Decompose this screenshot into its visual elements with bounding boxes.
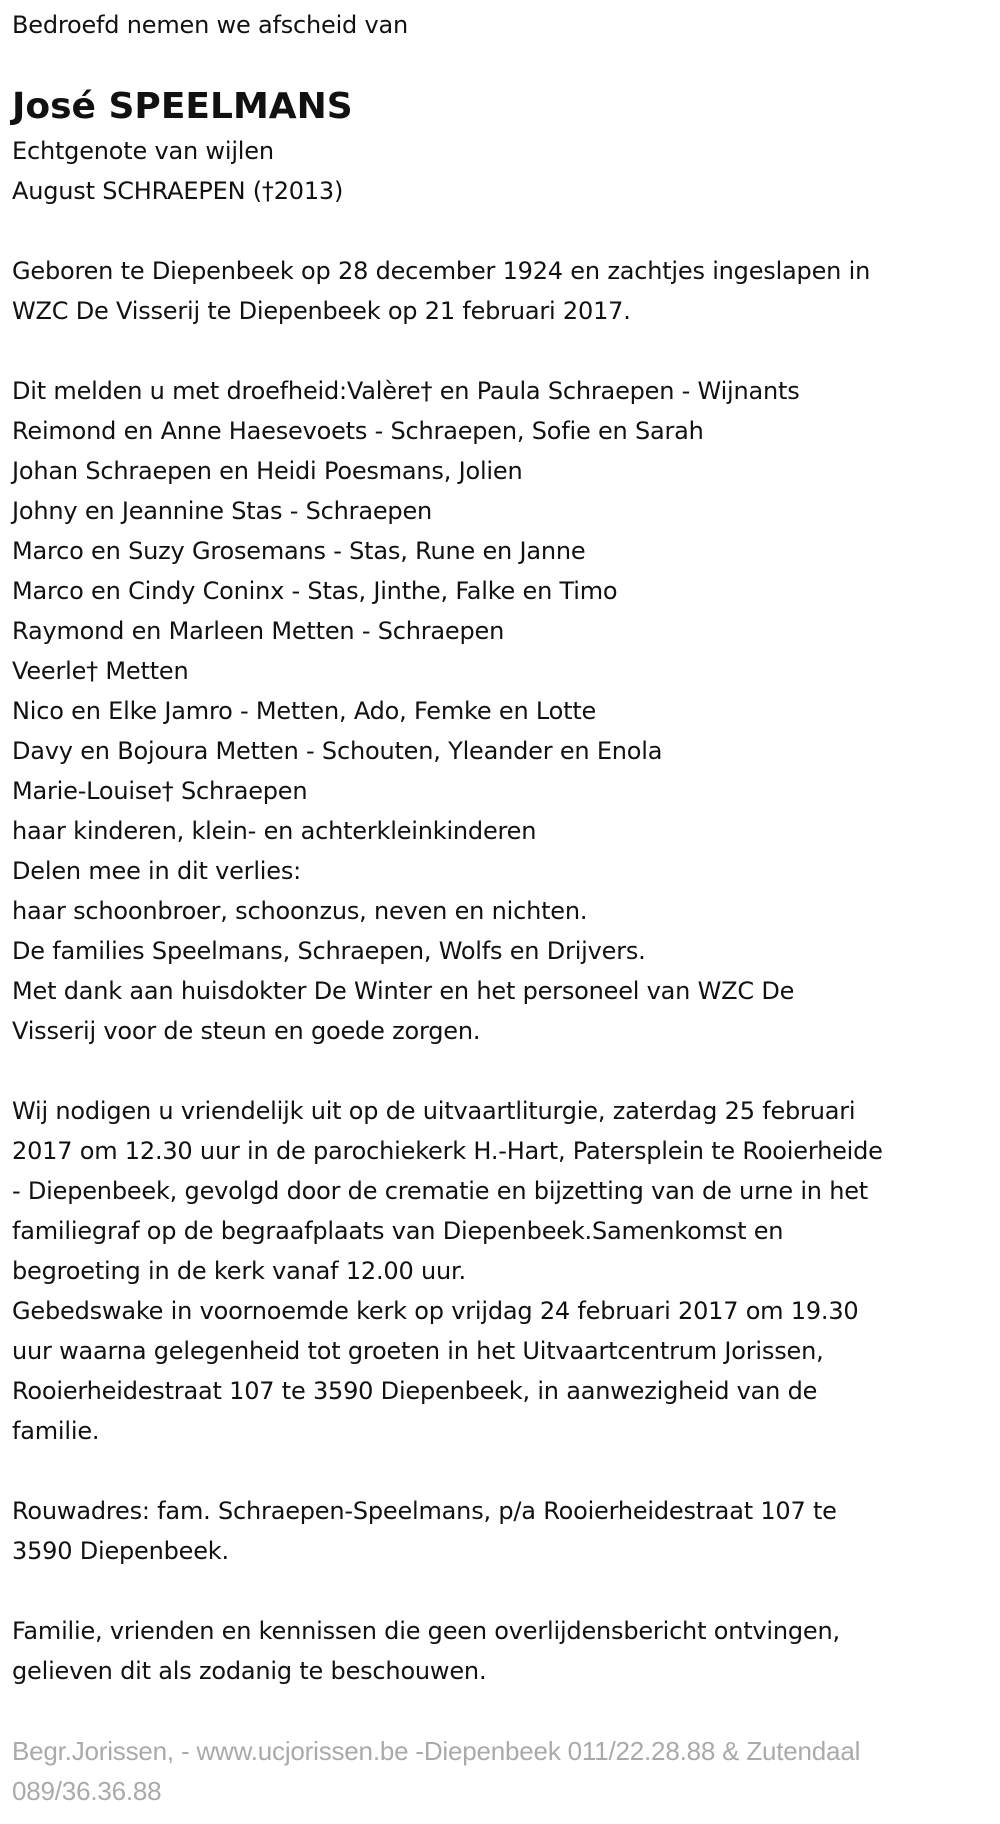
text-line: Rouwadres: fam. Schraepen-Speelmans, p/a Rooierheidestraat 107 te <box>12 1497 837 1525</box>
text-line: haar schoonbroer, schoonzus, neven en nichten. <box>12 897 588 925</box>
text-line: De families Speelmans, Schraepen, Wolfs en Drijvers. <box>12 937 646 965</box>
text-line: familiegraf op de begraafplaats van Diepenbeek.Samenkomst en <box>12 1217 784 1245</box>
text-line: Geboren te Diepenbeek op 28 december 1924 en zachtjes ingeslapen in <box>12 257 871 285</box>
spouse-section <box>12 131 1000 211</box>
text-line: Reimond en Anne Haesevoets - Schraepen, Sofie en Sarah <box>12 417 704 445</box>
text-line: familie. <box>12 1417 100 1445</box>
deceased-name: José SPEELMANS <box>12 86 353 127</box>
text-line: Gebedswake in voornoemde kerk op vrijdag 24 februari 2017 om 19.30 <box>12 1297 859 1325</box>
footer-line: 089/36.36.88 <box>12 1776 162 1806</box>
text-line: Familie, vrienden en kennissen die geen overlijdensbericht ontvingen, <box>12 1617 840 1645</box>
text-line: Delen mee in dit verlies: <box>12 857 302 885</box>
spouse-line: Echtgenote van wijlen <box>12 137 274 165</box>
text-line: Raymond en Marleen Metten - Schraepen <box>12 617 505 645</box>
text-line: Johan Schraepen en Heidi Poesmans, Jolien <box>12 457 523 485</box>
spouse-line: August SCHRAEPEN (†2013) <box>12 177 344 205</box>
text-line: haar kinderen, klein- en achterkleinkinderen <box>12 817 537 845</box>
text-line: Nico en Elke Jamro - Metten, Ado, Femke en Lotte <box>12 697 597 725</box>
text-line: Met dank aan huisdokter De Winter en het personeel van WZC De <box>12 977 795 1005</box>
family-section <box>12 371 1000 1051</box>
address-section <box>12 1491 1000 1571</box>
text-line: Marco en Cindy Coninx - Stas, Jinthe, Falke en Timo <box>12 577 618 605</box>
text-line: Johny en Jeannine Stas - Schraepen <box>12 497 433 525</box>
text-line: Dit melden u met droefheid:Valère† en Paula Schraepen - Wijnants <box>12 377 800 405</box>
footer-line: Begr.Jorissen, - www.ucjorissen.be -Diepenbeek 011/22.28.88 & Zutendaal <box>12 1736 861 1766</box>
text-line: Veerle† Metten <box>12 657 189 685</box>
text-line: gelieven dit als zodanig te beschouwen. <box>12 1657 487 1685</box>
text-line: WZC De Visserij te Diepenbeek op 21 februari 2017. <box>12 297 631 325</box>
text-line: 3590 Diepenbeek. <box>12 1537 229 1565</box>
text-line: begroeting in de kerk vanaf 12.00 uur. <box>12 1257 466 1285</box>
notice-section <box>12 1611 1000 1691</box>
ceremony-section <box>12 1091 1000 1451</box>
text-line: Davy en Bojoura Metten - Schouten, Yleander en Enola <box>12 737 663 765</box>
text-line: Wij nodigen u vriendelijk uit op de uitvaartliturgie, zaterdag 25 februari <box>12 1097 856 1125</box>
text-line: Rooierheidestraat 107 te 3590 Diepenbeek, in aanwezigheid van de <box>12 1377 818 1405</box>
text-line: - Diepenbeek, gevolgd door de crematie en bijzetting van de urne in het <box>12 1177 869 1205</box>
text-line: Marie-Louise† Schraepen <box>12 777 308 805</box>
footer-section <box>12 1731 1000 1811</box>
text-line: 2017 om 12.30 uur in de parochiekerk H.-Hart, Patersplein te Rooierheide <box>12 1137 883 1165</box>
intro-text: Bedroefd nemen we afscheid van <box>12 11 409 39</box>
text-line: Marco en Suzy Grosemans - Stas, Rune en Janne <box>12 537 586 565</box>
birth-death-section <box>12 251 1000 331</box>
text-line: Visserij voor de steun en goede zorgen. <box>12 1017 481 1045</box>
text-line: uur waarna gelegenheid tot groeten in het Uitvaartcentrum Jorissen, <box>12 1337 824 1365</box>
